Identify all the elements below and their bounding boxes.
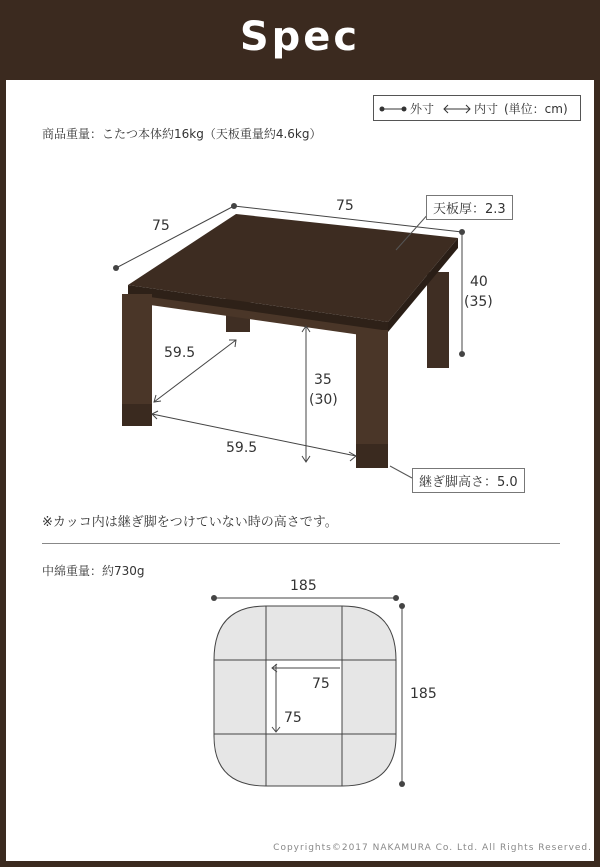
label-height-outer-alt: (35)	[464, 294, 493, 310]
label-futon-inner-h: 75	[284, 710, 302, 726]
label-top-thickness: 天板厚：2.3	[426, 195, 513, 220]
table-leg-extension-left	[122, 404, 152, 426]
table-back-leg-right	[427, 272, 449, 368]
dim-dot-icon	[399, 781, 405, 787]
legend-outer-label: 外寸	[410, 102, 435, 116]
copyright-footer: Copyrights©2017 NAKAMURA Co. Ltd. All Rights Reserved.	[273, 843, 592, 853]
label-futon-height: 185	[410, 686, 437, 702]
dim-dot-icon	[113, 265, 119, 271]
legend-unit-label: (単位：cm)	[504, 102, 568, 116]
label-clearance-alt: (30)	[309, 392, 338, 408]
table-leg-extension-right	[356, 444, 388, 468]
futon-weight-text: 中綿重量：約730g	[42, 564, 145, 578]
label-inner-depth: 59.5	[164, 345, 196, 361]
page-title: Spec	[239, 14, 361, 60]
dim-dot-icon	[459, 351, 465, 357]
section-divider	[42, 543, 560, 544]
dim-dot-icon	[211, 595, 217, 601]
callout-leader-leg	[390, 466, 412, 478]
dim-dot-icon	[399, 603, 405, 609]
label-height-outer: 40	[470, 274, 488, 290]
label-futon-inner-w: 75	[312, 676, 330, 692]
label-inner-width: 59.5	[226, 440, 258, 456]
arrow-head-icon	[349, 452, 356, 461]
table-weight-text: 商品重量：こたつ本体約16kg（天板重量約4.6kg）	[42, 127, 322, 141]
label-leg-extension: 継ぎ脚高さ：5.0	[412, 468, 525, 493]
dim-dot-icon	[393, 595, 399, 601]
label-depth-top: 75	[152, 218, 170, 234]
height-note: ※カッコ内は継ぎ脚をつけていない時の高さです。	[42, 515, 338, 530]
futon-center	[266, 660, 342, 734]
label-futon-width: 185	[290, 578, 317, 594]
legend-inner-label: 内寸	[474, 102, 499, 116]
label-clearance: 35	[314, 372, 332, 388]
label-width-top: 75	[336, 198, 354, 214]
